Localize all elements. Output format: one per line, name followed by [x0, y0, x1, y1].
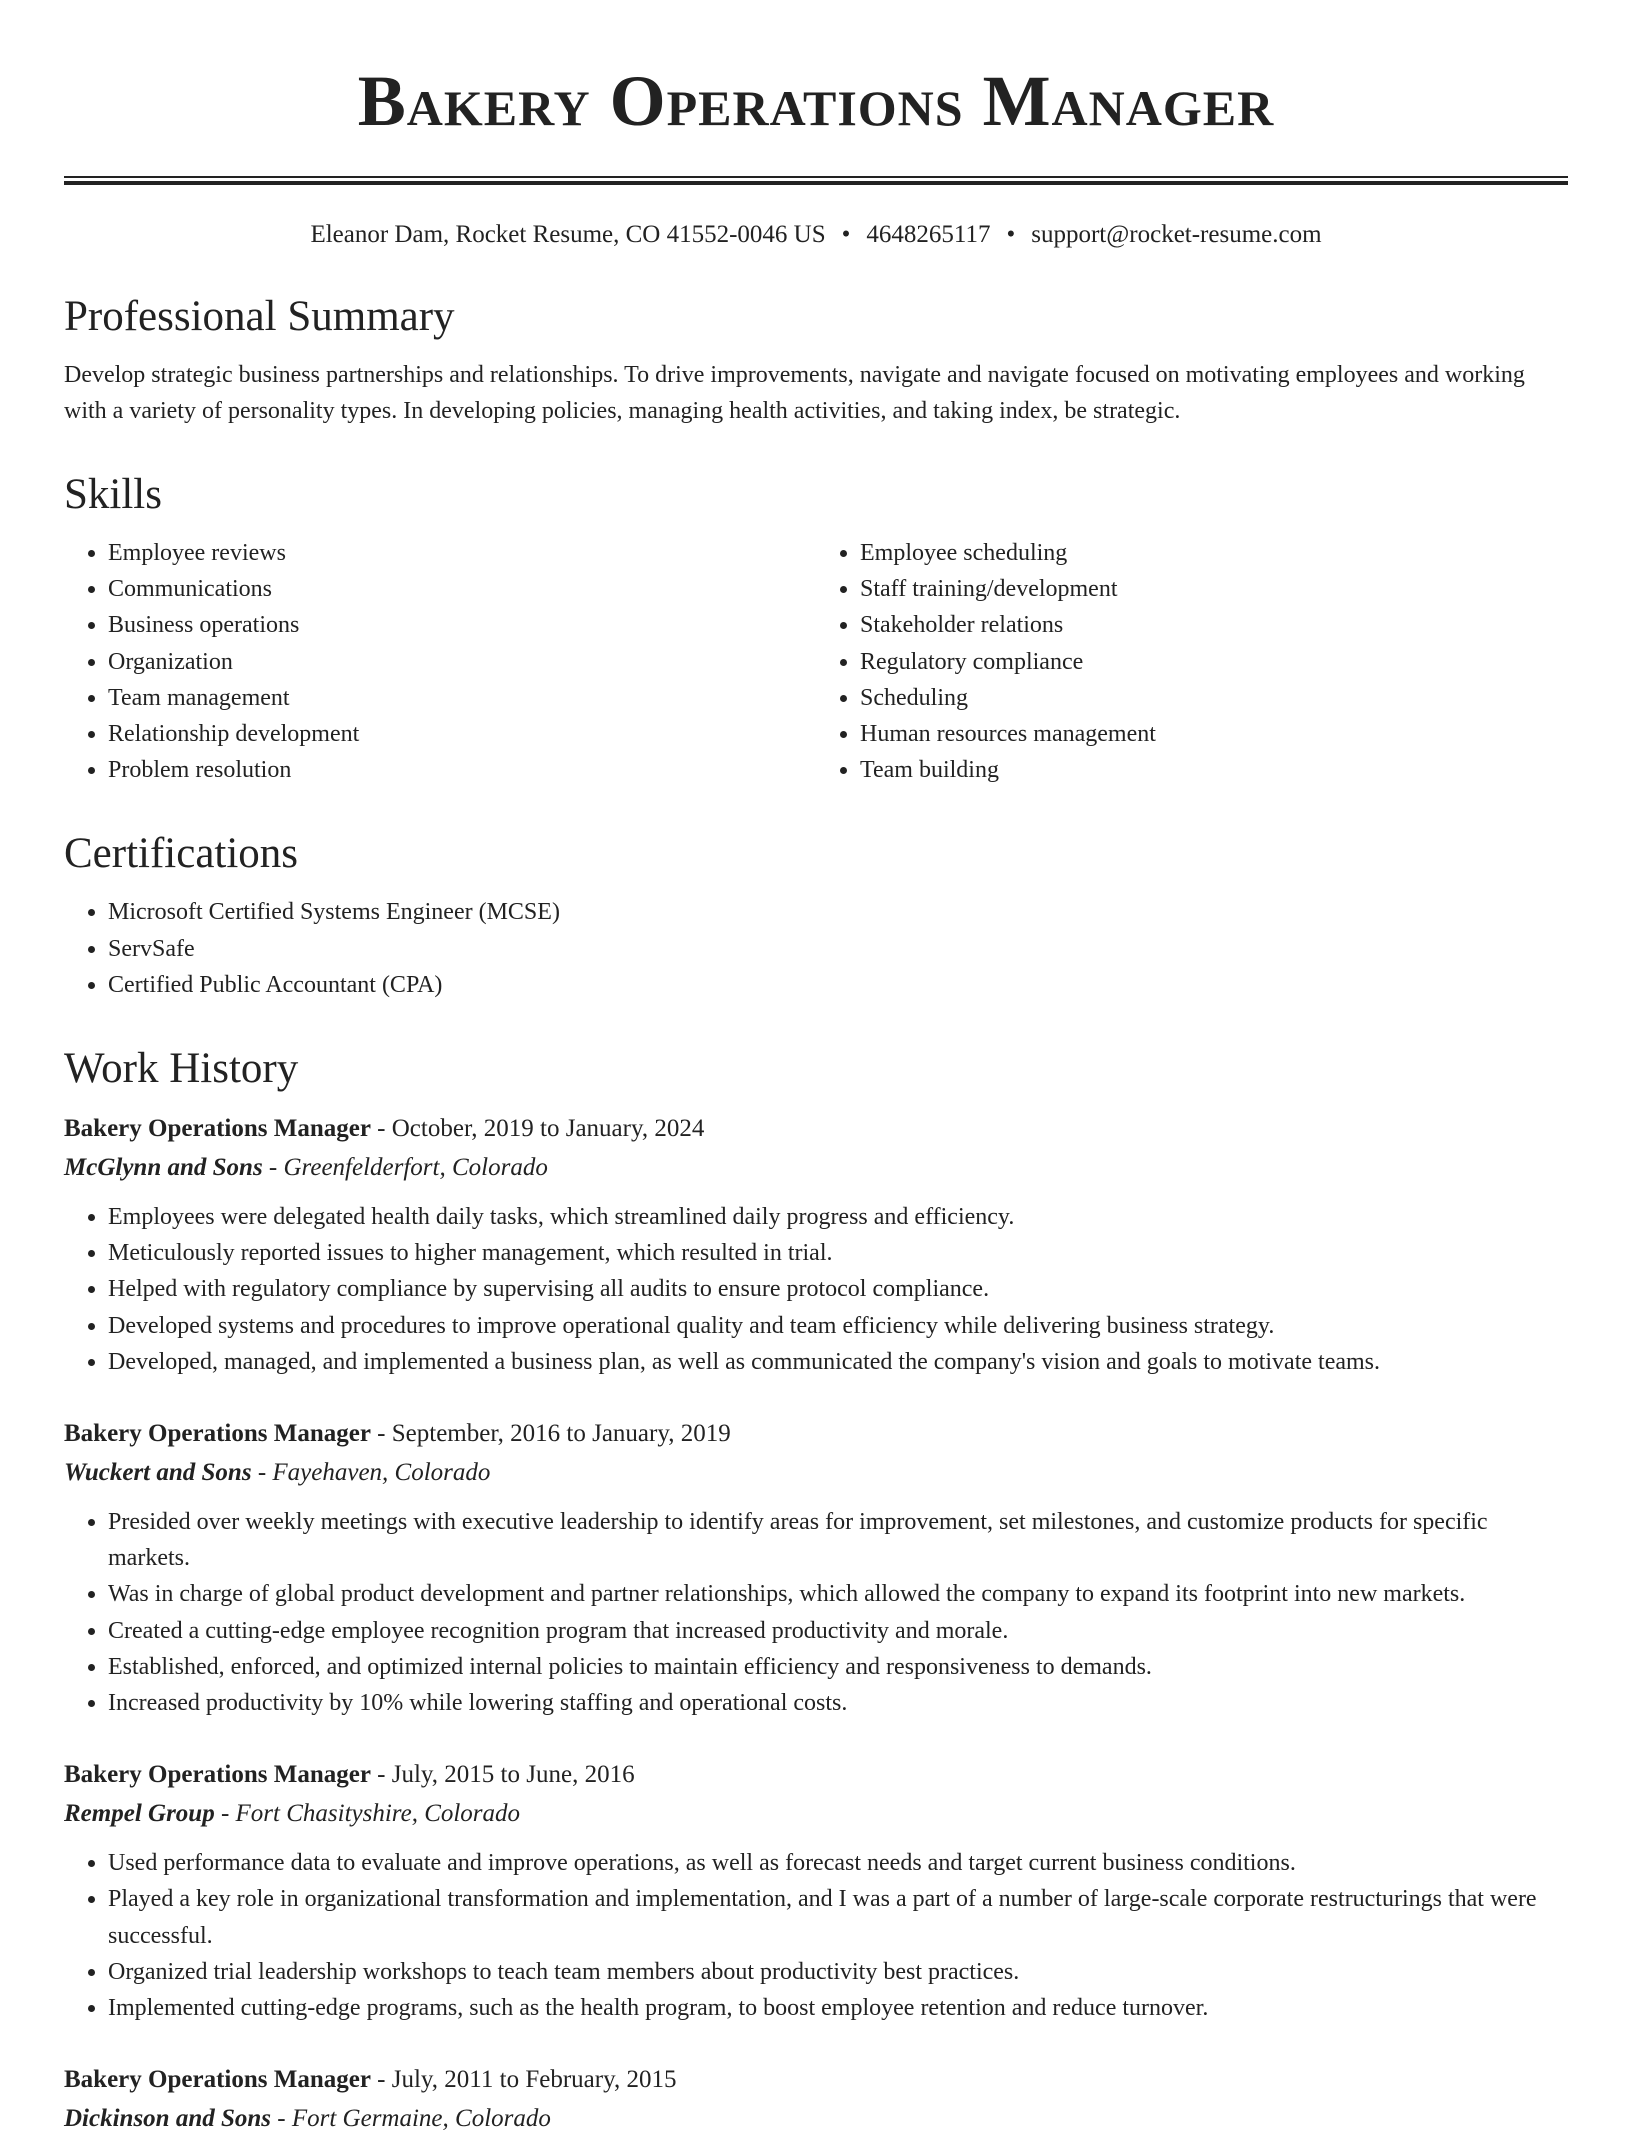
job-dates: - September, 2016 to January, 2019 — [370, 1420, 731, 1448]
skill-item: • Business operations — [108, 607, 816, 643]
job-bullets — [64, 1504, 1568, 1721]
job-dates: - July, 2015 to June, 2016 — [370, 1761, 635, 1789]
skill-item: • Regulatory compliance — [860, 644, 1568, 680]
job-dates: - July, 2011 to February, 2015 — [370, 2066, 677, 2094]
job-bullet: • Was in charge of global product development and partner relationships, which allowed the company to expand its footprint into new markets. — [108, 1576, 1568, 1612]
section-heading-summary: Professional Summary — [64, 293, 455, 340]
job-bullet: • Developed systems and procedures to improve operational quality and team efficiency while delivering business strategy. — [108, 1308, 1568, 1344]
skill-item: • Team building — [860, 752, 1568, 788]
skills-list-right — [816, 535, 1568, 788]
resume-title: Bakery Operations Manager — [357, 61, 1275, 141]
contact-email: support@rocket-resume.com — [1031, 221, 1322, 248]
skill-item: • Team management — [108, 680, 816, 716]
skill-item: • Staff training/development — [860, 571, 1568, 607]
section-heading-skills: Skills — [64, 471, 162, 518]
job-entry — [64, 1109, 1568, 1380]
skill-item: • Communications — [108, 571, 816, 607]
job-bullet: • Created a cutting-edge employee recognition program that increased productivity and morale. — [108, 1613, 1568, 1649]
contact-separator: • — [1006, 221, 1016, 248]
job-bullet: • Employees were delegated health daily tasks, which streamlined daily progress and efficiency. — [108, 1199, 1568, 1235]
job-bullet: • Played a key role in organizational transformation and implementation, and I was a part of a number of large-scale corporate restructurings that were successful. — [108, 1881, 1568, 1953]
job-location: - Greenfelderfort, Colorado — [262, 1154, 548, 1182]
skill-item: • Problem resolution — [108, 752, 816, 788]
certifications-list — [64, 894, 1568, 1003]
job-entry — [64, 2060, 1568, 2138]
skill-item: • Employee reviews — [108, 535, 816, 571]
job-company: Dickinson and Sons — [64, 2105, 272, 2133]
skill-item: • Employee scheduling — [860, 535, 1568, 571]
job-header — [64, 1414, 1568, 1453]
skill-item: • Organization — [108, 644, 816, 680]
certification-item: • Certified Public Accountant (CPA) — [108, 967, 1568, 1003]
job-bullet: • Meticulously reported issues to higher management, which resulted in trial. — [108, 1235, 1568, 1271]
job-company: Rempel Group — [64, 1800, 215, 1828]
job-header — [64, 1109, 1568, 1148]
professional-summary-section — [64, 291, 1568, 429]
work-history-section — [64, 1043, 1568, 2138]
job-bullet: • Implemented cutting-edge programs, such as the health program, to boost employee retention and reduce turnover. — [108, 1990, 1568, 2026]
job-company: McGlynn and Sons — [64, 1154, 263, 1182]
job-bullet: • Presided over weekly meetings with executive leadership to identify areas for improvement, set milestones, and customize products for specific markets. — [108, 1504, 1568, 1576]
job-role: Bakery Operations Manager — [64, 1115, 371, 1143]
job-employer — [64, 2099, 1568, 2138]
job-role: Bakery Operations Manager — [64, 1761, 371, 1789]
certification-item: • ServSafe — [108, 931, 1568, 967]
job-employer — [64, 1148, 1568, 1187]
title-double-rule — [64, 176, 1568, 185]
skills-columns — [64, 535, 1568, 788]
job-location: - Fort Germaine, Colorado — [271, 2105, 551, 2133]
job-location: - Fayehaven, Colorado — [251, 1459, 491, 1487]
job-bullets — [64, 1845, 1568, 2026]
job-bullet: • Organized trial leadership workshops to teach team members about productivity best practices. — [108, 1954, 1568, 1990]
job-header — [64, 1755, 1568, 1794]
job-bullet: • Developed, managed, and implemented a business plan, as well as communicated the company's vision and goals to motivate teams. — [108, 1344, 1568, 1380]
contact-line — [64, 219, 1568, 251]
job-entry — [64, 1414, 1568, 1721]
job-header — [64, 2060, 1568, 2099]
job-dates: - October, 2019 to January, 2024 — [370, 1115, 705, 1143]
contact-address: Eleanor Dam, Rocket Resume, CO 41552-0046 US — [310, 221, 826, 248]
certifications-section — [64, 828, 1568, 1003]
skill-item: • Scheduling — [860, 680, 1568, 716]
job-location: - Fort Chasityshire, Colorado — [214, 1800, 521, 1828]
section-heading-work-history: Work History — [64, 1045, 299, 1093]
job-bullet: • Helped with regulatory compliance by supervising all audits to ensure protocol compliance. — [108, 1271, 1568, 1307]
job-bullet: • Used performance data to evaluate and improve operations, as well as forecast needs and target current business conditions. — [108, 1845, 1568, 1881]
section-heading-certifications: Certifications — [64, 830, 299, 878]
job-bullets — [64, 1199, 1568, 1380]
job-bullet: • Increased productivity by 10% while lowering staffing and operational costs. — [108, 1685, 1568, 1721]
job-company: Wuckert and Sons — [64, 1459, 252, 1487]
skill-item: • Stakeholder relations — [860, 607, 1568, 643]
contact-separator: • — [841, 221, 851, 248]
summary-text: Develop strategic business partnerships and relationships. To drive improvements, navigate and navigate focused on motivating employees and working with a variety of personality types. In developing policies, managing health activities, and taking index, be strategic. — [64, 362, 1525, 424]
job-bullet: • Established, enforced, and optimized internal policies to maintain efficiency and responsiveness to demands. — [108, 1649, 1568, 1685]
job-employer — [64, 1794, 1568, 1833]
contact-phone: 4648265117 — [866, 221, 991, 248]
skills-list-left — [64, 535, 816, 788]
skill-item: • Human resources management — [860, 716, 1568, 752]
job-employer — [64, 1453, 1568, 1492]
job-role: Bakery Operations Manager — [64, 1420, 371, 1448]
skill-item: • Relationship development — [108, 716, 816, 752]
job-role: Bakery Operations Manager — [64, 2066, 371, 2094]
certification-item: • Microsoft Certified Systems Engineer (MCSE) — [108, 894, 1568, 930]
skills-section — [64, 469, 1568, 788]
job-entry — [64, 1755, 1568, 2026]
